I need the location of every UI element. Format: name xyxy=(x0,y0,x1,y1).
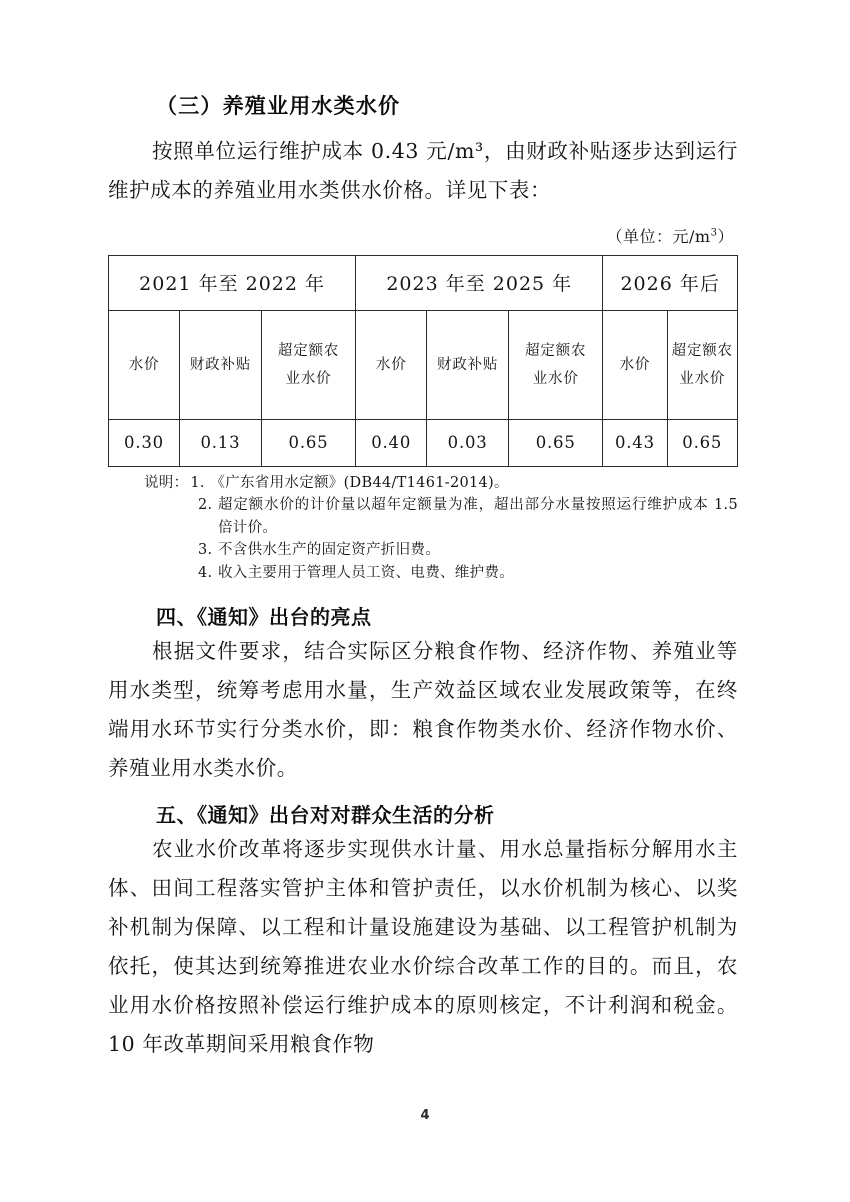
table-note-2-text: 超定额水价的计价量以超年定额量为准，超出部分水量按照运行维护成本 1.5 倍计价。 xyxy=(218,497,738,536)
table-notes xyxy=(108,472,738,585)
table-note-4-number: 4. xyxy=(198,564,213,581)
table-column-header-row xyxy=(109,310,738,419)
table-group-2021-2022: 2021 年至 2022 年 xyxy=(109,255,356,310)
section-five-paragraph: 农业水价改革将逐步实现供水计量、用水总量指标分解用水主体、田间工程落实管护主体和管护责任，以水价机制为核心、以奖补机制为保障、以工程和计量设施建设为基础、以工程管护机制为依托，使其达到统筹推进农业水价综合改革工作的目的。而且，农业用水价格按照补偿运行维护成本的原则核定，不计利润和税金。10 年改革期间采用粮食作物 xyxy=(108,837,738,1056)
section-c-heading: （三）养殖业用水类水价 xyxy=(156,93,401,118)
table-col-header-2: 超定额农 业水价 xyxy=(261,310,355,419)
table-note-4 xyxy=(144,562,738,585)
table-note-1-text: 《广东省用水定额》(DB44/T1461-2014)。 xyxy=(210,474,509,491)
table-cell-value-4: 0.03 xyxy=(427,419,509,466)
table-cell-value-2: 0.65 xyxy=(261,419,355,466)
table-group-header-row xyxy=(109,255,738,310)
section-c-paragraph: 按照单位运行维护成本 0.43 元/m³，由财政补贴逐步达到运行维护成本的养殖业用水类供水价格。详见下表： xyxy=(108,138,738,202)
unit-caption-suffix: ） xyxy=(717,226,734,246)
page-content xyxy=(108,90,738,1064)
water-price-table xyxy=(108,255,738,467)
section-four-paragraph: 根据文件要求，结合实际区分粮食作物、经济作物、养殖业等用水类型，统筹考虑用水量，生产效益区域农业发展政策等，在终端用水环节实行分类水价，即：粮食作物类水价、经济作物水价、养殖业用水类水价。 xyxy=(108,639,738,780)
table-note-1-number: 1. xyxy=(190,474,205,491)
section-five-heading: 五、《通知》出台对对群众生活的分析 xyxy=(156,803,495,827)
table-cell-value-3: 0.40 xyxy=(356,419,427,466)
table-note-3-number: 3. xyxy=(198,542,213,558)
notes-label: 说明： xyxy=(144,474,189,491)
table-group-2026-after: 2026 年后 xyxy=(603,255,738,310)
table-note-2-number: 2. xyxy=(198,497,213,513)
table-col-header-4: 财政补贴 xyxy=(427,310,509,419)
table-col-header-0: 水价 xyxy=(109,310,180,419)
table-note-4-text: 收入主要用于管理人员工资、电费、维护费。 xyxy=(218,564,514,581)
page-number: 4 xyxy=(420,1108,430,1123)
unit-caption-superscript: 3 xyxy=(710,227,718,239)
table-col-header-7: 超定额农 业水价 xyxy=(667,310,738,419)
table-col-header-6: 水价 xyxy=(603,310,667,419)
table-col-header-1: 财政补贴 xyxy=(180,310,262,419)
table-col-header-3: 水价 xyxy=(356,310,427,419)
section-four-heading: 四、《通知》出台的亮点 xyxy=(156,605,372,629)
table-note-3-text: 不含供水生产的固定资产折旧费。 xyxy=(218,542,440,558)
table-row xyxy=(109,419,738,466)
table-cell-value-5: 0.65 xyxy=(509,419,603,466)
table-note-1 xyxy=(144,472,738,495)
table-col-header-5: 超定额农 业水价 xyxy=(509,310,603,419)
table-cell-value-0: 0.30 xyxy=(109,419,180,466)
table-note-2 xyxy=(144,494,738,539)
table-group-2023-2025: 2023 年至 2025 年 xyxy=(356,255,603,310)
table-cell-value-1: 0.13 xyxy=(180,419,262,466)
table-note-3 xyxy=(144,539,738,562)
unit-caption-prefix: （单位：元/m xyxy=(606,226,711,246)
table-unit-caption xyxy=(108,224,738,247)
table-cell-value-6: 0.43 xyxy=(603,419,667,466)
table-cell-value-7: 0.65 xyxy=(667,419,738,466)
